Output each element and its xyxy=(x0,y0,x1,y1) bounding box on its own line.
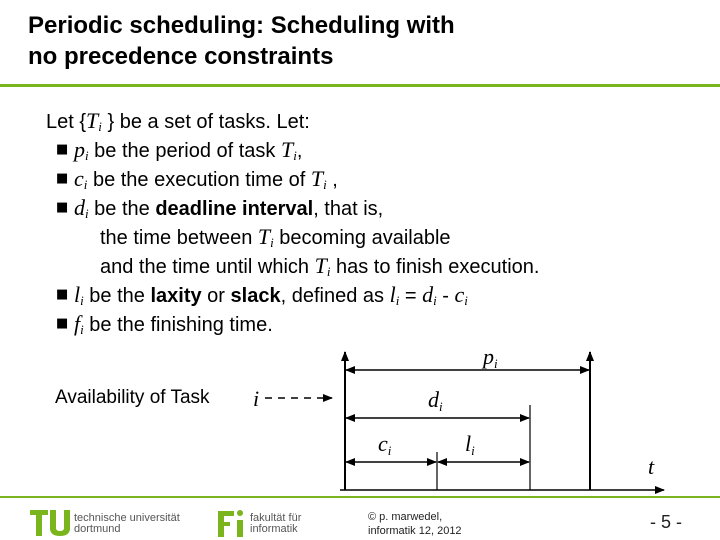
l-eq-c: c xyxy=(454,282,465,307)
p-T-sub: i xyxy=(293,148,297,163)
l-sub: i xyxy=(80,293,84,308)
d-line3-sub: i xyxy=(326,264,331,279)
l-eq-minus: - xyxy=(436,285,455,307)
c-symbol: c xyxy=(74,166,84,191)
intro-i: i xyxy=(98,119,102,134)
d-line3-T: T xyxy=(314,253,327,278)
p-label: pi xyxy=(483,344,498,371)
c-label: ci xyxy=(378,431,392,458)
fi-line1: fakultät für xyxy=(250,512,302,524)
bullet-icon: ■ xyxy=(56,171,69,186)
c-T: T xyxy=(310,166,324,191)
footer-divider xyxy=(0,496,720,498)
d-bold: deadline interval xyxy=(155,198,314,220)
fi-logo-icon xyxy=(218,508,246,538)
intro-pre: Let { xyxy=(46,111,87,133)
d-line2-post: becoming available xyxy=(273,227,451,249)
tu-name xyxy=(74,513,180,535)
f-sub: i xyxy=(80,322,84,337)
l-eq-csub: i xyxy=(464,293,468,308)
copyright-line1: © p. marwedel, xyxy=(368,511,443,523)
l-text2: or xyxy=(201,285,231,307)
l-bold2: slack xyxy=(230,285,281,307)
task-i-label: i xyxy=(253,386,260,411)
bullet-icon: ■ xyxy=(56,316,69,331)
l-eq-dsub: i xyxy=(433,293,437,308)
bullet-icon: ■ xyxy=(56,287,69,302)
f-symbol: f xyxy=(74,311,81,336)
d-symbol: d xyxy=(74,195,85,220)
tu-line1: technische universität xyxy=(74,512,180,524)
page-number: - 5 - xyxy=(650,512,683,532)
d-text2: , that is, xyxy=(313,198,384,220)
c-T-sub: i xyxy=(323,177,327,192)
d-line2-pre: the time between xyxy=(100,227,258,249)
c-end: , xyxy=(326,169,338,191)
l-symbol: l xyxy=(74,282,81,307)
t-label: t xyxy=(648,454,655,479)
fi-line2: informatik xyxy=(250,523,298,535)
tu-line2: dortmund xyxy=(74,523,121,535)
p-text: be the period of task xyxy=(88,140,281,162)
c-text: be the execution time of xyxy=(87,169,311,191)
l-text1: be the xyxy=(83,285,151,307)
tu-logo-icon xyxy=(30,508,70,538)
d-text1: be the xyxy=(88,198,156,220)
fi-name xyxy=(250,513,301,535)
d-label: di xyxy=(428,387,443,414)
d-sub: i xyxy=(85,206,89,221)
l-eq-l: l xyxy=(389,282,396,307)
d-line2-T: T xyxy=(257,224,271,249)
p-sub: i xyxy=(85,148,89,163)
l-text3: , defined as xyxy=(280,285,390,307)
bullet-icon: ■ xyxy=(56,142,69,157)
p-symbol: p xyxy=(74,137,85,162)
intro-post: } be a set of tasks. Let: xyxy=(101,111,310,133)
f-text: be the finishing time. xyxy=(83,314,273,336)
d-line2-sub: i xyxy=(270,235,274,250)
availability-label: Availability of Task xyxy=(55,387,210,408)
l-eq-lsub: i xyxy=(395,293,400,308)
d-line3-pre: and the time until which xyxy=(100,256,315,278)
bullet-icon: ■ xyxy=(56,200,69,215)
slide-title-line2: no precedence constraints xyxy=(28,43,334,70)
d-line3-post: has to finish execution. xyxy=(330,256,540,278)
copyright-line2: informatik 12, 2012 xyxy=(368,525,462,537)
l-eq-mid: = xyxy=(399,285,423,307)
p-end: , xyxy=(296,140,303,162)
l-bold1: laxity xyxy=(150,285,202,307)
slide-title-line1: Periodic scheduling: Scheduling with xyxy=(28,12,455,39)
p-T: T xyxy=(280,137,294,162)
copyright xyxy=(368,510,462,538)
l-eq-d: d xyxy=(422,282,434,307)
intro-T: T xyxy=(86,108,99,133)
c-sub: i xyxy=(83,177,88,192)
l-label: li xyxy=(465,431,475,458)
